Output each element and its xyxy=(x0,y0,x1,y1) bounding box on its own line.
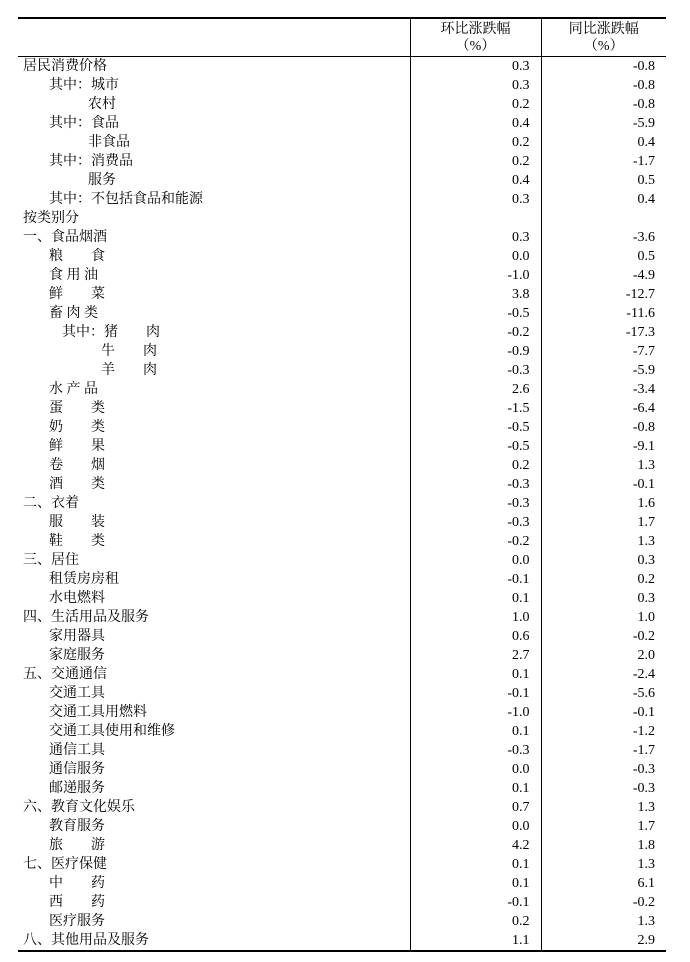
table-row xyxy=(18,722,666,741)
yoy-value: -0.8 xyxy=(541,95,666,114)
row-label: 租赁房房租 xyxy=(49,572,119,587)
yoy-value: 2.9 xyxy=(541,931,666,951)
table-row xyxy=(18,836,666,855)
row-label: 交通工具使用和维修 xyxy=(49,724,175,739)
yoy-value: -0.2 xyxy=(541,627,666,646)
yoy-value: 0.4 xyxy=(541,133,666,152)
mom-value: -1.0 xyxy=(410,266,541,285)
mom-value: 0.3 xyxy=(410,190,541,209)
mom-value: -0.1 xyxy=(410,893,541,912)
mom-value: 0.1 xyxy=(410,855,541,874)
mom-value: -0.3 xyxy=(410,494,541,513)
row-label: 卷 烟 xyxy=(49,458,105,473)
yoy-value: -0.8 xyxy=(541,76,666,95)
row-label: 家用器具 xyxy=(49,629,105,644)
mom-value: -0.3 xyxy=(410,475,541,494)
yoy-value: -0.8 xyxy=(541,57,666,77)
yoy-value: -9.1 xyxy=(541,437,666,456)
row-label: 四、生活用品及服务 xyxy=(23,610,149,625)
mom-value: -0.2 xyxy=(410,532,541,551)
mom-value: 4.2 xyxy=(410,836,541,855)
cpi-table xyxy=(18,17,666,952)
table-row xyxy=(18,152,666,171)
table-row xyxy=(18,475,666,494)
mom-value: 2.7 xyxy=(410,646,541,665)
table-row xyxy=(18,741,666,760)
table-row xyxy=(18,760,666,779)
table-row xyxy=(18,57,666,77)
yoy-value: -0.1 xyxy=(541,475,666,494)
table-row xyxy=(18,893,666,912)
yoy-value: 0.4 xyxy=(541,190,666,209)
col-header-category xyxy=(18,18,410,57)
row-label: 其中：食品 xyxy=(49,116,119,131)
row-label: 医疗服务 xyxy=(49,914,105,929)
table-row xyxy=(18,361,666,380)
mom-value: 0.3 xyxy=(410,228,541,247)
mom-value: 0.2 xyxy=(410,456,541,475)
row-label: 奶 类 xyxy=(49,420,105,435)
yoy-value: 1.3 xyxy=(541,532,666,551)
table-row xyxy=(18,247,666,266)
mom-value: 0.7 xyxy=(410,798,541,817)
table-row xyxy=(18,266,666,285)
mom-value: 0.1 xyxy=(410,722,541,741)
table-body xyxy=(18,57,666,952)
row-label: 蛋 类 xyxy=(49,401,105,416)
yoy-value: 0.5 xyxy=(541,247,666,266)
table-row xyxy=(18,76,666,95)
mom-value: -0.5 xyxy=(410,418,541,437)
table-row xyxy=(18,494,666,513)
mom-value: 0.2 xyxy=(410,133,541,152)
yoy-value: 1.8 xyxy=(541,836,666,855)
row-label: 水 产 品 xyxy=(49,382,98,397)
col-header-yoy-title: 同比涨跌幅 xyxy=(568,21,639,37)
table-row xyxy=(18,874,666,893)
table-row xyxy=(18,779,666,798)
yoy-value: 2.0 xyxy=(541,646,666,665)
yoy-value: -5.9 xyxy=(541,361,666,380)
yoy-value: -3.4 xyxy=(541,380,666,399)
table-row xyxy=(18,646,666,665)
mom-value: -0.3 xyxy=(410,741,541,760)
mom-value: 0.1 xyxy=(410,779,541,798)
row-label: 一、食品烟酒 xyxy=(23,230,107,245)
row-label: 家庭服务 xyxy=(49,648,105,663)
mom-value: -0.3 xyxy=(410,361,541,380)
yoy-value: 1.3 xyxy=(541,912,666,931)
yoy-value: -0.1 xyxy=(541,703,666,722)
row-label: 七、医疗保健 xyxy=(23,857,107,872)
row-label: 六、教育文化娱乐 xyxy=(23,800,135,815)
row-label: 服 装 xyxy=(49,515,105,530)
row-label: 通信服务 xyxy=(49,762,105,777)
col-header-mom-title: 环比涨跌幅 xyxy=(440,21,511,37)
mom-value: -0.5 xyxy=(410,437,541,456)
yoy-value: -1.2 xyxy=(541,722,666,741)
yoy-value: -7.7 xyxy=(541,342,666,361)
mom-value: 0.2 xyxy=(410,95,541,114)
mom-value xyxy=(410,209,541,228)
row-label: 水电燃料 xyxy=(49,591,105,606)
yoy-value: -12.7 xyxy=(541,285,666,304)
header-row xyxy=(18,18,666,57)
yoy-value: 1.6 xyxy=(541,494,666,513)
yoy-value: 1.7 xyxy=(541,513,666,532)
mom-value: -0.5 xyxy=(410,304,541,323)
mom-value: 0.6 xyxy=(410,627,541,646)
yoy-value: 1.7 xyxy=(541,817,666,836)
yoy-value: -1.7 xyxy=(541,741,666,760)
table-row xyxy=(18,589,666,608)
row-label: 西 药 xyxy=(49,895,105,910)
mom-value: 0.3 xyxy=(410,57,541,77)
mom-value: 2.6 xyxy=(410,380,541,399)
yoy-value: -2.4 xyxy=(541,665,666,684)
table-row xyxy=(18,418,666,437)
mom-value: 1.1 xyxy=(410,931,541,951)
row-label: 居民消费价格 xyxy=(23,59,107,74)
table-row xyxy=(18,532,666,551)
row-label: 三、居住 xyxy=(23,553,79,568)
yoy-value: 6.1 xyxy=(541,874,666,893)
mom-value: -1.5 xyxy=(410,399,541,418)
row-label: 中 药 xyxy=(49,876,105,891)
yoy-value: 0.2 xyxy=(541,570,666,589)
yoy-value: 0.3 xyxy=(541,551,666,570)
row-label: 羊 肉 xyxy=(101,363,157,378)
mom-value: 0.3 xyxy=(410,76,541,95)
col-header-yoy xyxy=(541,18,666,57)
yoy-value: 1.3 xyxy=(541,456,666,475)
table-row xyxy=(18,209,666,228)
mom-value: -0.1 xyxy=(410,684,541,703)
row-label: 其中：消费品 xyxy=(49,154,133,169)
mom-value: 0.2 xyxy=(410,152,541,171)
col-header-mom xyxy=(410,18,541,57)
mom-value: 0.1 xyxy=(410,589,541,608)
yoy-value: -11.6 xyxy=(541,304,666,323)
table-row xyxy=(18,665,666,684)
yoy-value xyxy=(541,209,666,228)
row-label: 其中：城市 xyxy=(49,78,119,93)
table-row xyxy=(18,627,666,646)
mom-value: 3.8 xyxy=(410,285,541,304)
table-row xyxy=(18,513,666,532)
table-row xyxy=(18,912,666,931)
mom-value: 0.0 xyxy=(410,551,541,570)
mom-value: -0.3 xyxy=(410,513,541,532)
yoy-value: -3.6 xyxy=(541,228,666,247)
table-row xyxy=(18,304,666,323)
table-row xyxy=(18,133,666,152)
table-row xyxy=(18,456,666,475)
mom-value: -1.0 xyxy=(410,703,541,722)
table-row xyxy=(18,437,666,456)
row-label: 通信工具 xyxy=(49,743,105,758)
yoy-value: -0.8 xyxy=(541,418,666,437)
table-row xyxy=(18,380,666,399)
row-label: 酒 类 xyxy=(49,477,105,492)
table-row xyxy=(18,931,666,951)
table-row xyxy=(18,228,666,247)
row-label: 二、衣着 xyxy=(23,496,79,511)
row-label: 食 用 油 xyxy=(49,268,98,283)
yoy-value: 1.3 xyxy=(541,855,666,874)
table-row xyxy=(18,399,666,418)
table-row xyxy=(18,285,666,304)
table-row xyxy=(18,114,666,133)
row-label: 旅 游 xyxy=(49,838,105,853)
table-row xyxy=(18,171,666,190)
mom-value: 0.4 xyxy=(410,171,541,190)
row-label: 五、交通通信 xyxy=(23,667,107,682)
table-row xyxy=(18,817,666,836)
table-row xyxy=(18,342,666,361)
row-label: 交通工具 xyxy=(49,686,105,701)
yoy-value: -4.9 xyxy=(541,266,666,285)
row-label: 服务 xyxy=(88,173,116,188)
table-row xyxy=(18,855,666,874)
yoy-value: -0.3 xyxy=(541,760,666,779)
mom-value: 0.1 xyxy=(410,874,541,893)
yoy-value: 0.5 xyxy=(541,171,666,190)
table-row xyxy=(18,323,666,342)
yoy-value: -0.2 xyxy=(541,893,666,912)
row-label: 农村 xyxy=(88,97,116,112)
table-row xyxy=(18,703,666,722)
yoy-value: -0.3 xyxy=(541,779,666,798)
row-label: 八、其他用品及服务 xyxy=(23,933,149,948)
table-row xyxy=(18,608,666,627)
row-label: 其中：不包括食品和能源 xyxy=(49,192,203,207)
row-label: 非食品 xyxy=(88,135,130,150)
mom-value: 0.0 xyxy=(410,817,541,836)
yoy-value: -1.7 xyxy=(541,152,666,171)
row-label: 鞋 类 xyxy=(49,534,105,549)
row-label: 其中：猪 肉 xyxy=(62,325,160,340)
mom-value: 0.0 xyxy=(410,247,541,266)
yoy-value: 1.0 xyxy=(541,608,666,627)
table-row xyxy=(18,551,666,570)
row-label: 交通工具用燃料 xyxy=(49,705,147,720)
yoy-value: -17.3 xyxy=(541,323,666,342)
table-row xyxy=(18,798,666,817)
row-label: 邮递服务 xyxy=(49,781,105,796)
yoy-value: 1.3 xyxy=(541,798,666,817)
yoy-value: -6.4 xyxy=(541,399,666,418)
mom-value: -0.1 xyxy=(410,570,541,589)
row-label: 畜 肉 类 xyxy=(49,306,98,321)
table-row xyxy=(18,190,666,209)
row-label: 牛 肉 xyxy=(101,344,157,359)
col-header-mom-unit: （%） xyxy=(455,38,496,54)
mom-value: 0.0 xyxy=(410,760,541,779)
mom-value: 0.2 xyxy=(410,912,541,931)
row-label: 鲜 菜 xyxy=(49,287,105,302)
table-row xyxy=(18,95,666,114)
table-row xyxy=(18,684,666,703)
mom-value: 1.0 xyxy=(410,608,541,627)
col-header-yoy-unit: （%） xyxy=(583,38,624,54)
mom-value: 0.4 xyxy=(410,114,541,133)
row-label: 粮 食 xyxy=(49,249,105,264)
row-label: 鲜 果 xyxy=(49,439,105,454)
table-row xyxy=(18,570,666,589)
mom-value: -0.9 xyxy=(410,342,541,361)
mom-value: 0.1 xyxy=(410,665,541,684)
row-label: 按类别分 xyxy=(23,211,79,226)
row-label: 教育服务 xyxy=(49,819,105,834)
yoy-value: -5.6 xyxy=(541,684,666,703)
yoy-value: 0.3 xyxy=(541,589,666,608)
yoy-value: -5.9 xyxy=(541,114,666,133)
mom-value: -0.2 xyxy=(410,323,541,342)
